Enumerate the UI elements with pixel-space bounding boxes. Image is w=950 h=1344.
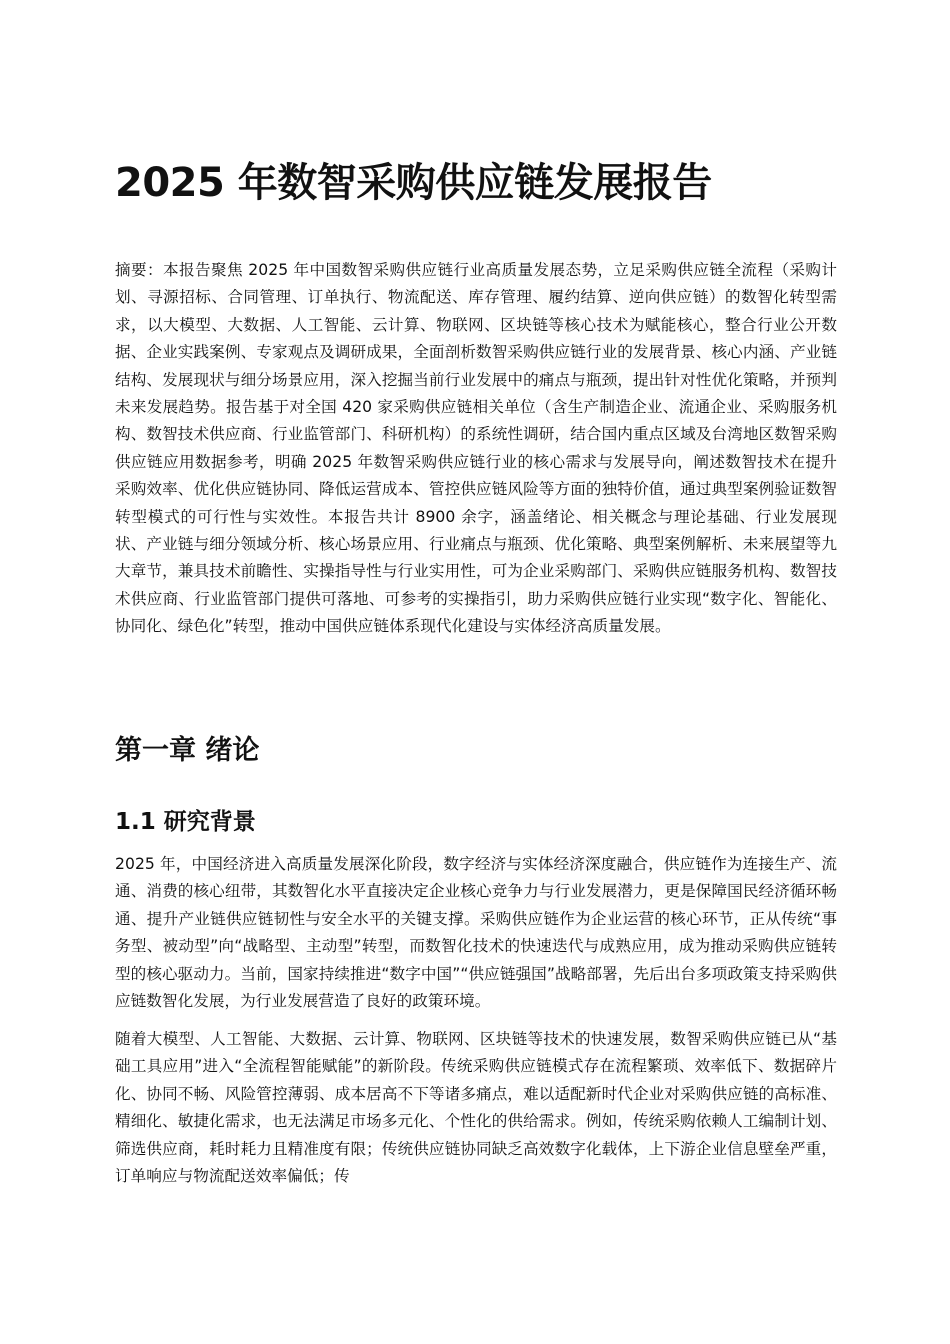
document-title: 2025 年数智采购供应链发展报告 (115, 160, 712, 206)
section-heading: 1.1 研究背景 (115, 809, 256, 835)
chapter-heading: 第一章 绪论 (115, 735, 260, 766)
body-paragraph: 随着大模型、人工智能、大数据、云计算、物联网、区块链等技术的快速发展，数智采购供应链已从“基础工具应用”进入“全流程智能赋能”的新阶段。传统采购供应链模式存在流程繁琐、效率低下、数据碎片化、协同不畅、风险管控薄弱、成本居高不下等诸多痛点，难以适配新时代企业对采购供应链的高标准、精细化、敏捷化需求，也无法满足市场多元化、个性化的供给需求。例如，传统采购依赖人工编制计划、筛选供应商，耗时耗力且精准度有限；传统供应链协同缺乏高效数字化载体，上下游企业信息壁垒严重，订单响应与物流配送效率偏低；传 (115, 1030, 837, 1186)
abstract-paragraph: 摘要：本报告聚焦 2025 年中国数智采购供应链行业高质量发展态势，立足采购供应链全流程（采购计划、寻源招标、合同管理、订单执行、物流配送、库存管理、履约结算、逆向供应链）的数智化转型需求，以大模型、大数据、人工智能、云计算、物联网、区块链等核心技术为赋能核心，整合行业公开数据、企业实践案例、专家观点及调研成果，全面剖析数智采购供应链行业的发展背景、核心内涵、产业链结构、发展现状与细分场景应用，深入挖掘当前行业发展中的痛点与瓶颈，提出针对性优化策略，并预判未来发展趋势。报告基于对全国 420 家采购供应链相关单位（含生产制造企业、流通企业、采购服务机构、数智技术供应商、行业监管部门、科研机构）的系统性调研，结合国内重点区域及台湾地区数智采购供应链应用数据参考，明确 2025 年数智采购供应链行业的核心需求与发展导向，阐述数智技术在提升采购效率、优化供应链协同、降低运营成本、管控供应链风险等方面的独特价值，通过典型案例验证数智转型模式的可行性与实效性。本报告共计 8900 余字，涵盖绪论、相关概念与理论基础、行业发展现状、产业链与细分领域分析、核心场景应用、行业痛点与瓶颈、优化策略、典型案例解析、未来展望等九大章节，兼具技术前瞻性、实操指导性与行业实用性，可为企业采购部门、采购供应链服务机构、数智技术供应商、行业监管部门提供可落地、可参考的实操指引，助力采购供应链行业实现“数字化、智能化、协同化、绿色化”转型，推动中国供应链体系现代化建设与实体经济高质量发展。 (115, 261, 837, 636)
body-paragraph: 2025 年，中国经济进入高质量发展深化阶段，数字经济与实体经济深度融合，供应链作为连接生产、流通、消费的核心纽带，其数智化水平直接决定企业核心竞争力与行业发展潜力，更是保障国民经济循环畅通、提升产业链供应链韧性与安全水平的关键支撑。采购供应链作为企业运营的核心环节，正从传统“事务型、被动型”向“战略型、主动型”转型，而数智化技术的快速迭代与成熟应用，成为推动采购供应链转型的核心驱动力。当前，国家持续推进“数字中国”“供应链强国”战略部署，先后出台多项政策支持采购供应链数智化发展，为行业发展营造了良好的政策环境。 (115, 855, 837, 1011)
